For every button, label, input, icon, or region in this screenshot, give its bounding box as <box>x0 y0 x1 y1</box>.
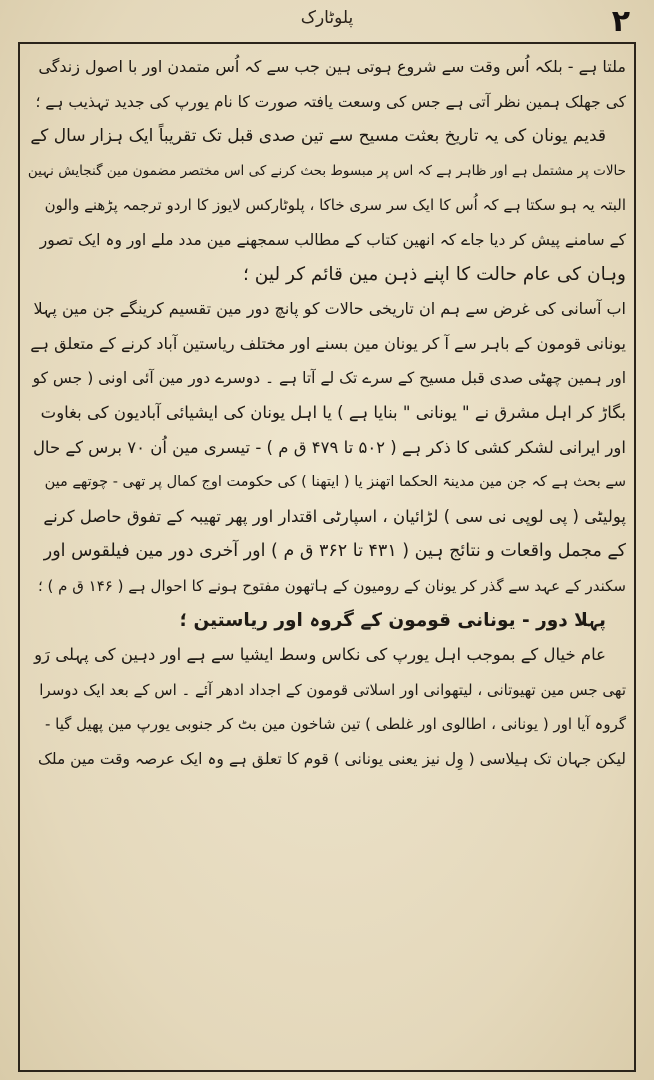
text-line: سکندر کے عہد سے گذر کر یونان کے رومیون کے ہاتھون مفتوح ہونے کا احوال ہے ( ۱۴۶ ق م ) ؛ <box>38 576 626 595</box>
body-text <box>26 50 628 776</box>
text-line: کی جھلک ہمین نظر آتی ہے جس کی وسعت یافتہ صورت کا نام یورپ کی جدید تہذیب ہے ؛ <box>35 92 626 111</box>
text-line: سے بحث ہے کہ جن مین مدینۃ الحکما اتھنز یا ( ایتھنا ) کی حکومت اوج کمال پر تھی - چوتھے مین <box>44 474 626 491</box>
page-number: ۲ <box>611 4 630 39</box>
section-heading: پہلا دور - یونانی قومون کے گروہ اور ریاستین ؛ <box>179 609 606 631</box>
text-line: اب آسانی کی غرض سے ہم ان تاریخی حالات کو پانچ دور مین تقسیم کرینگے جن مین پہلا <box>33 299 626 319</box>
text-line: گروہ آیا اور ( یونانی ، اطالوی اور غلطی ) تین شاخون مین بٹ کر جنوبی یورپ مین پھیل گیا - <box>45 715 626 734</box>
text-line: حالات پر مشتمل ہے اور ظاہر ہے کہ اس پر مبسوط بحث کرنے کی اس مختصر مضمون مین گنجایش نہین <box>27 162 626 179</box>
text-line: لیکن جہان تک ہیلاسی ( وِل نیز یعنی یونانی ) قوم کا تعلق ہے وہ ایک عرصہ وقت مین ملک <box>37 749 626 768</box>
text-line: کے مجمل واقعات و نتائج ہین ( ۴۳۱ تا ۳۶۲ ق م ) اور آخری دور مین فیلقوس اور <box>43 541 626 562</box>
text-line: البتہ یہ ہو سکتا ہے کہ اُس کا ایک سر سری خاکا ، پلوٹارکس لایوز کا اردو ترجمہ پڑھنے والون <box>44 196 626 215</box>
text-line: بگاڑ کر اہل مشرق نے " یونانی " بنایا ہے ) یا اہل یونان کی ایشیائی آبادیون کی بغاوت <box>40 402 626 422</box>
text-line: تھی جس مین تھیوتانی ، لیتھوانی اور اسلاتی قومون کے اجداد ادھر آئے ۔ اس کے بعد ایک دوسرا <box>39 680 626 699</box>
text-line: قدیم یونان کی یہ تاریخ بعثت مسیح سے تین صدی قبل تک تقریباً ایک ہزار سال کے <box>30 126 606 147</box>
text-line: اور ہمین چھٹی صدی قبل مسیح کے سرے تک لے آتا ہے ۔ دوسرے دور مین آئی اونی ( جس کو <box>32 369 626 388</box>
text-line: وہان کی عام حالت کا اپنے ذہن مین قائم کر لین ؛ <box>243 263 626 285</box>
text-line: ملتا ہے - بلکہ اُس وقت سے شروع ہوتی ہین جب سے کہ اُس متمدن اور با اصول زندگی <box>38 57 626 76</box>
running-head: پلوٹارک <box>300 8 354 28</box>
text-line: عام خیال کے بموجب اہل یورپ کی نکاس وسط ایشیا سے ہے اور دہین کی پہلی رَو <box>34 645 606 665</box>
text-line: یونانی قومون کے باہر سے آ کر یونان مین بسنے اور مختلف ریاستین آباد کرنے کے متعلق ہے <box>30 333 626 353</box>
text-line: اور ایرانی لشکر کشی کا ذکر ہے ( ۵۰۲ تا ۴۷۹ ق م ) - تیسری مین اُن ۷۰ برس کے حال <box>32 437 626 457</box>
text-line: پولیٹی ( پی لوپی نی سی ) لڑائیان ، اسپارٹی اقتدار اور پھر تھیبہ کے تفوق حاصل کرنے <box>43 506 626 526</box>
text-line: کے سامنے پیش کر دیا جاے کہ انھین کتاب کے مطالب سمجھنے مین مدد ملے اور وہ ایک تصور <box>39 230 626 249</box>
